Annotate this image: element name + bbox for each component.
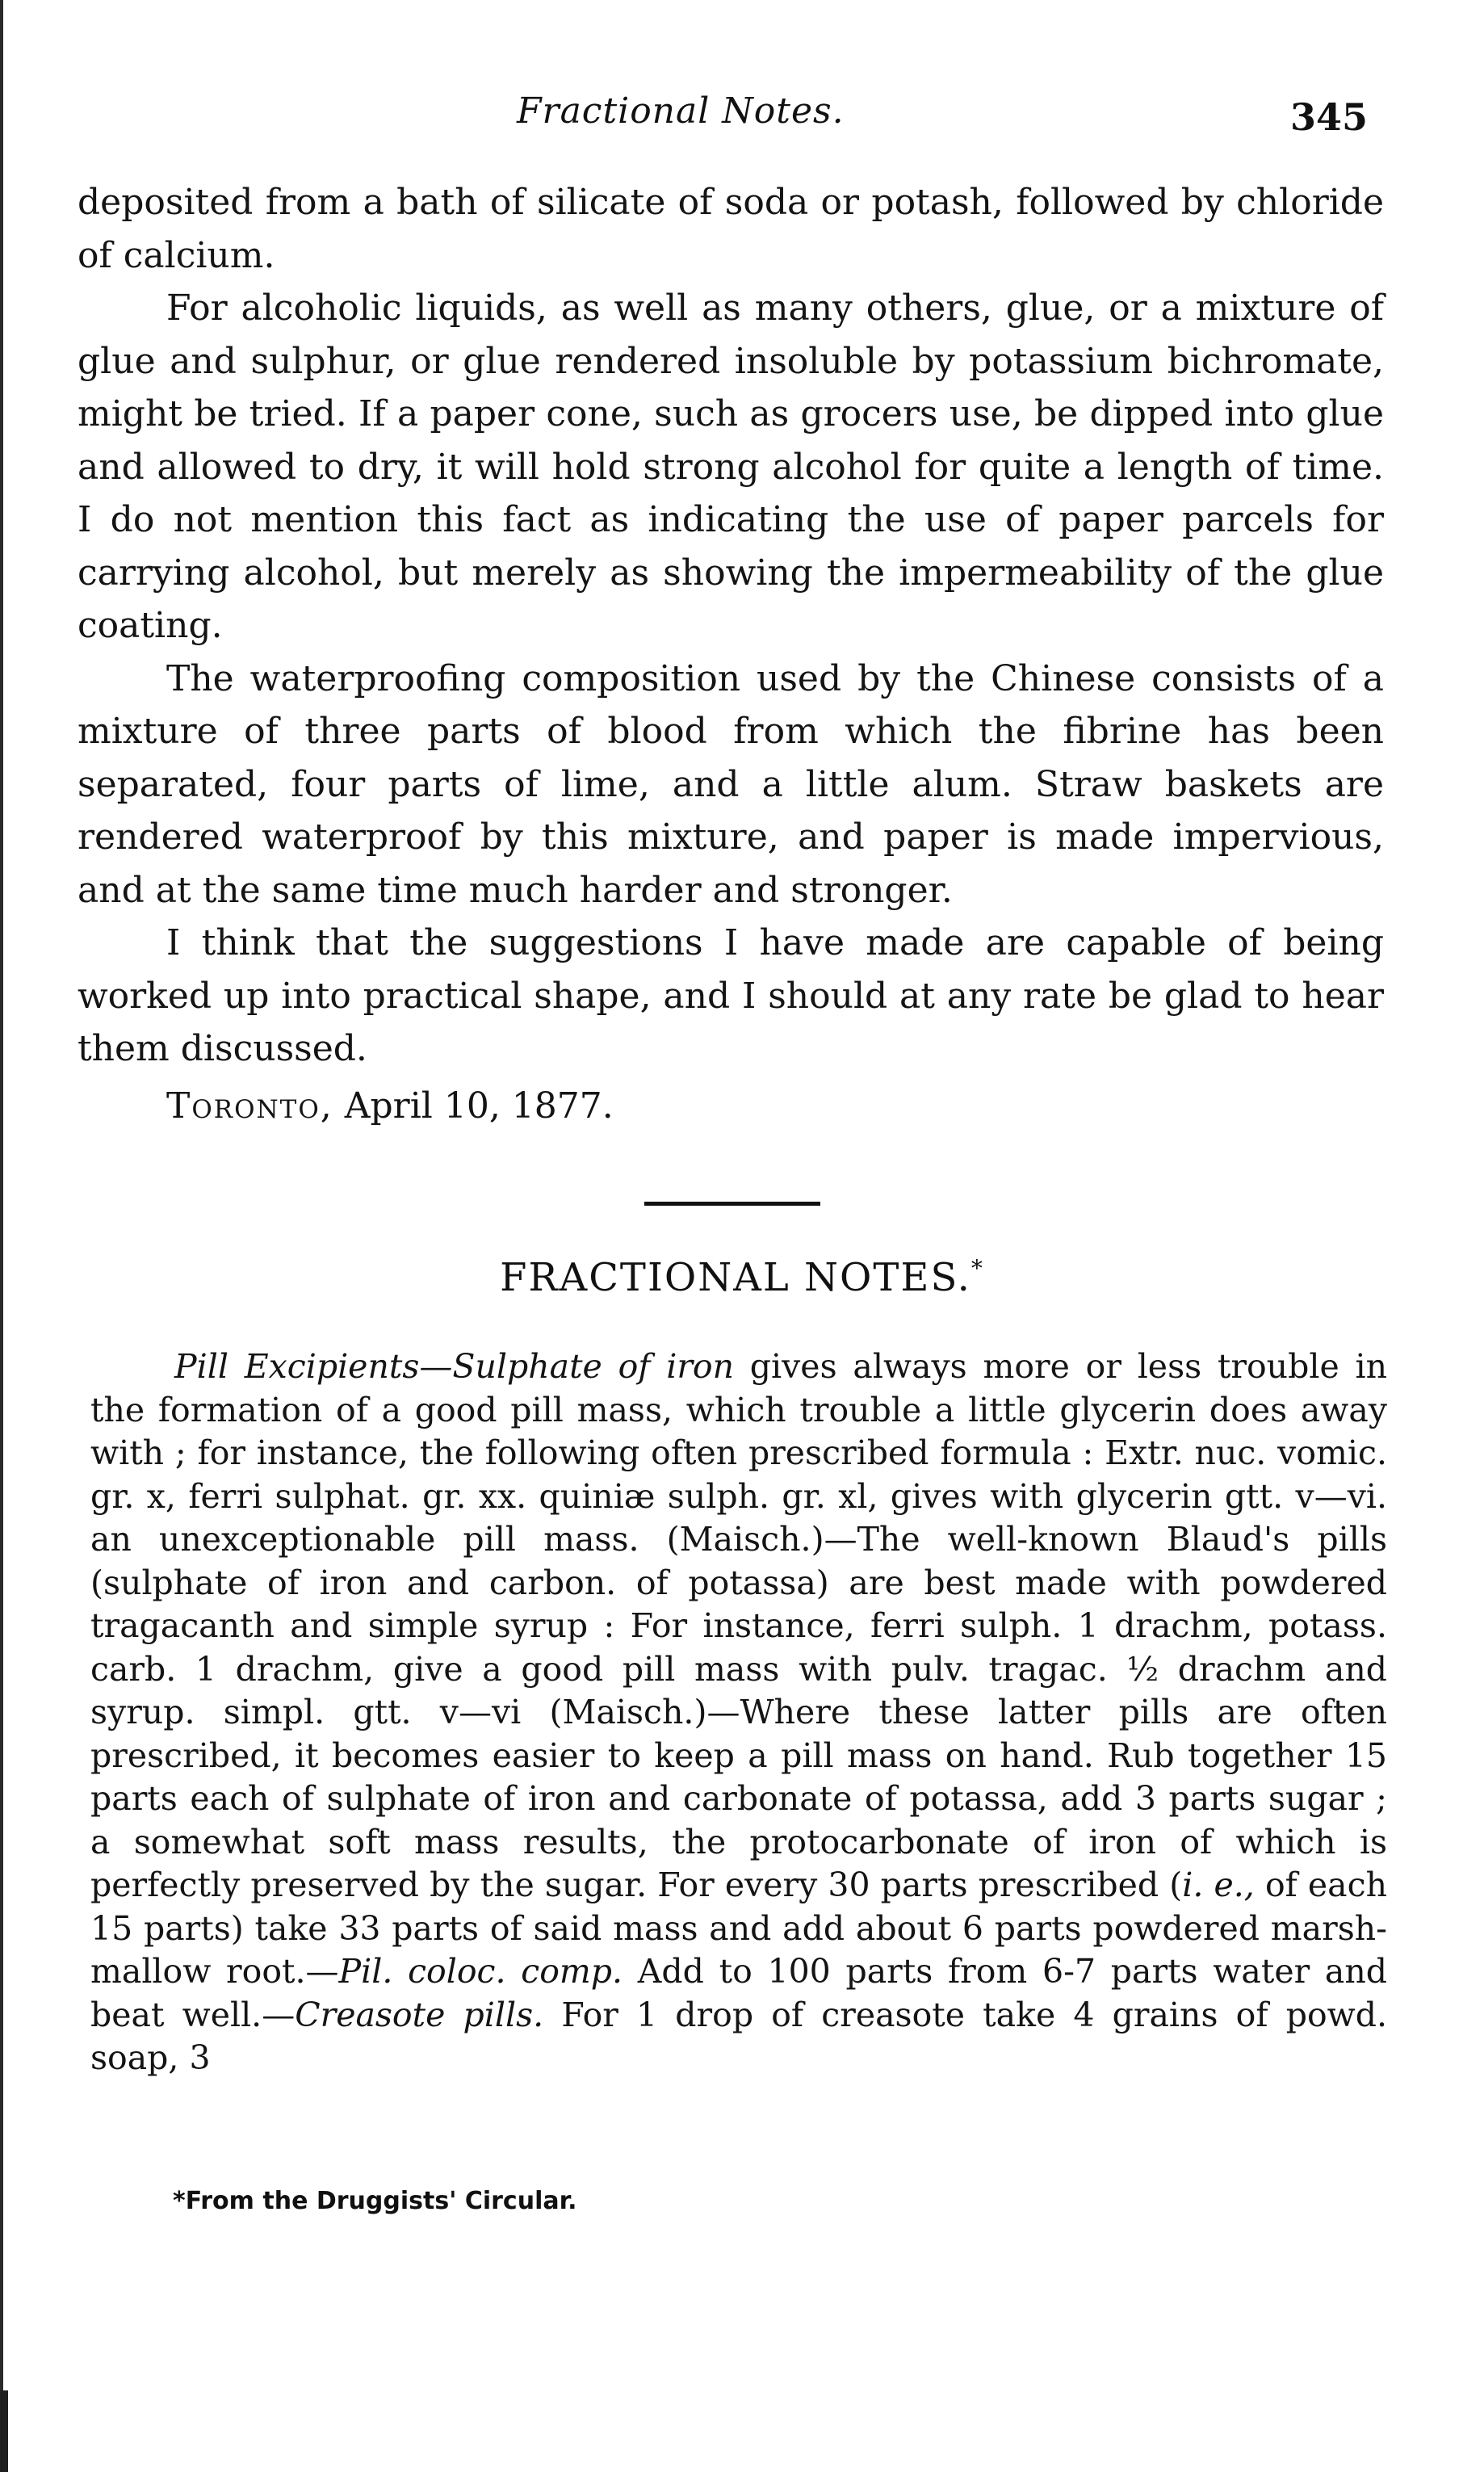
section-divider-rule	[644, 1202, 820, 1206]
footnote: *From the Druggists' Circular.	[173, 2187, 577, 2215]
paragraph: The waterproofing composition used by the Chinese consists of a mixture of three parts of blood from which the fibrine has been separated, four parts of lime, and a little alum. Straw baskets are rendered waterproof by this mixture, and paper is made impervious, and at the same time much harder and stronger.	[78, 657, 1384, 911]
run-title-italic: Pill Excipients—Sulphate of iron	[174, 1347, 735, 1386]
run-text: of each 15 parts) take 33 parts of said mass and add about 6 parts powdered marsh-mallow root.—	[90, 1866, 1387, 1991]
page-number: 345	[1290, 95, 1369, 139]
run-text: Add to 100 parts from 6-7 parts water and beat well.—	[90, 1952, 1387, 2034]
run-italic: Creasote pills.	[295, 1995, 544, 2034]
footnote-marker: *	[970, 1255, 984, 1282]
signoff-date: April 10, 1877.	[344, 1085, 614, 1127]
section-heading-text: FRACTIONAL NOTES.	[500, 1255, 971, 1300]
run-text: gives always more or less trouble in the formation of a good pill mass, which trouble a little glycerin does away with ; for instance, the following often prescribed formula : Extr. nuc. vomic. gr. x, ferri sulphat. gr. xx. quiniæ sulph. gr. xl, gives with glycerin gtt. v—vi. an unexceptionable pill mass. (Maisch.)—The well-known Blaud's pills (sulphate of iron and carbon. of potassa) are best made with powdered tragacanth and simple syrup : For instance, ferri sulph. 1 drachm, potass. carb. 1 drachm, give a good pill mass with pulv. tragac. ½ drachm and syrup. simpl. gtt. v—vi (Maisch.)—Where these latter pills are often prescribed, it becomes easier to keep a pill mass on hand. Rub together 15 parts each of sulphate of iron and carbonate of potassa, add 3 parts sugar ; a somewhat soft mass results, the protocarbonate of iron of which is perfectly preserved by the sugar. For every 30 parts prescribed (	[90, 1347, 1388, 1904]
run-italic: i. e.,	[1182, 1866, 1255, 1904]
paragraph: For alcoholic liquids, as well as many others, glue, or a mixture of glue and sulphur, or glue rendered insoluble by potassium bichromate, might be tried. If a paper cone, such as grocers use, be dipped into glue and allowed to dry, it will hold strong alcohol for quite a length of time. I do not mention this fact as indicating the use of paper parcels for carrying alcohol, but merely as showing the impermeability of the glue coating.	[78, 287, 1384, 646]
paragraph: I think that the suggestions I have made are capable of being worked up into practical shape, and I should at any rate be glad to hear them discussed.	[78, 922, 1384, 1069]
signoff-line	[166, 1085, 614, 1127]
running-head: Fractional Notes.	[517, 90, 845, 132]
paragraph	[90, 1345, 1387, 2080]
fractional-notes-body	[90, 1345, 1387, 2080]
article-continuation	[78, 176, 1384, 1076]
run-text: For 1 drop of creasote take 4 grains of powd. soap, 3	[90, 1995, 1387, 2077]
section-heading	[0, 1255, 1484, 1300]
page-edge-mark	[0, 2390, 8, 2472]
page-edge-shadow	[0, 0, 3, 2472]
signoff-place: Toronto,	[166, 1085, 333, 1127]
paragraph: deposited from a bath of silicate of soda or potash, followed by chloride of calcium.	[78, 182, 1384, 276]
run-italic: Pil. coloc. comp.	[338, 1952, 623, 1991]
